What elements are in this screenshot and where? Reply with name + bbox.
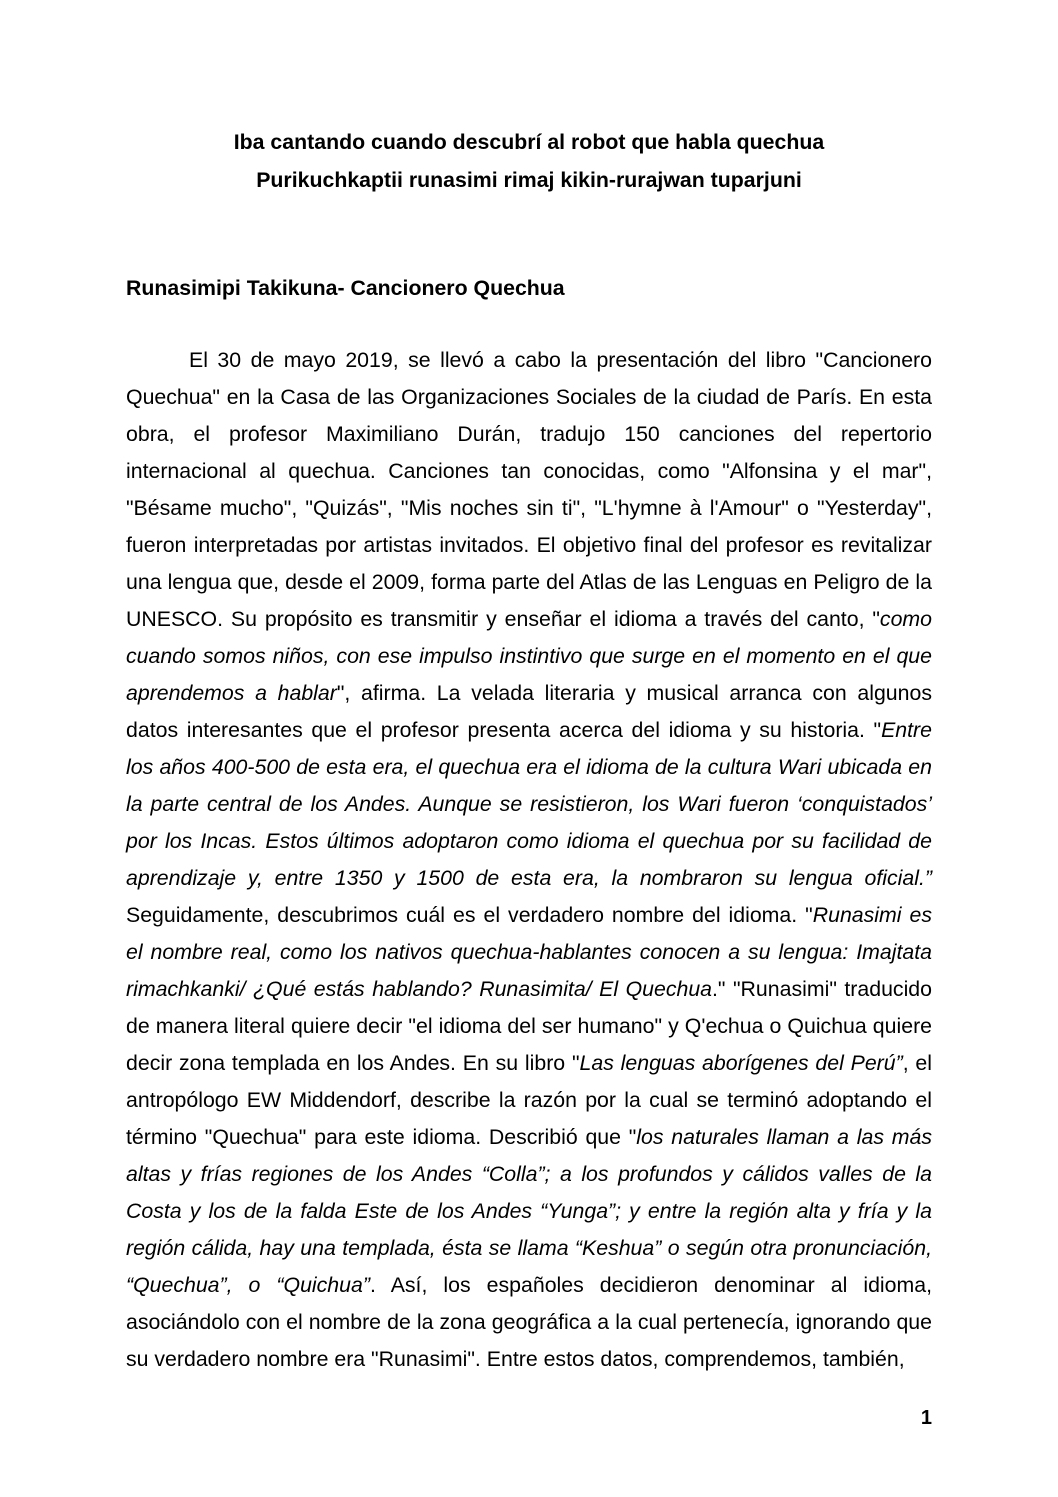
text-run-italic: los naturales llaman a las más altas y frías regiones de los Andes “Colla”; a los profundos y cálidos valles de la Costa y los de la falda Este de los Andes “Yunga”; y entre la región alta y fría y la región cálida, hay una templada, ésta se llama “Keshua” o según otra pronunciación, “Quechua”, o “Quichua”: [126, 1125, 932, 1297]
text-run: , el antropólogo EW Middendorf, describe la razón por la cual se terminó adoptando el término "Quechua" para este idioma. Describió que ": [126, 1051, 933, 1149]
text-run-italic: Entre los años 400-500 de esta era, el quechua era el idioma de la cultura Wari ubicada en la parte central de los Andes. Aunque se resistieron, los Wari fueron ‘conquistados’ por los Incas. Estos últimos adoptaron como idioma el quechua por su facilidad de aprendizaje y, entre 1350 y 1500 de esta era, la nombraron su lengua oficial.”: [126, 718, 932, 890]
document-title-line-1: Iba cantando cuando descubrí al robot que habla quechua: [233, 130, 825, 154]
text-run: . Así, los españoles decidieron denominar al idioma, asociándolo con el nombre de la zona geográfica a la cual pertenecía, ignorando que su verdadero nombre era "Runasimi". Entre estos datos, comprendemos, también,: [126, 1273, 932, 1371]
text-run-italic: como cuando somos niños, con ese impulso instintivo que surge en el momento en el que aprendemos a hablar: [126, 607, 932, 705]
text-run: Seguidamente, descubrimos cuál es el verdadero nombre del idioma. ": [126, 903, 813, 927]
page-number: 1: [920, 1407, 932, 1429]
text-run: ", afirma. La velada literaria y musical arranca con algunos datos interesantes que el profesor presenta acerca del idioma y su historia. ": [126, 681, 932, 742]
text-run: ." "Runasimi" traducido de manera literal quiere decir "el idioma del ser humano" y Q'echua o Quichua quiere decir zona templada en los Andes. En su libro ": [126, 977, 932, 1075]
text-run-italic: Las lenguas aborígenes del Perú”: [579, 1051, 903, 1075]
document-title-line-2: Purikuchkaptii runasimi rimaj kikin-rurajwan tuparjuni: [256, 168, 802, 192]
section-heading: Runasimipi Takikuna- Cancionero Quechua: [126, 276, 565, 300]
document-title-block: [126, 123, 932, 199]
text-run-italic: Runasimi es el nombre real, como los nativos quechua-hablantes conocen a su lengua: Imajtata rimachkanki/ ¿Qué estás hablando? Runasimita/ El Quechua: [126, 903, 932, 1001]
text-run: El 30 de mayo 2019, se llevó a cabo la presentación del libro "Cancionero Quechua" en la Casa de las Organizaciones Sociales de la ciudad de París. En esta obra, el profesor Maximiliano Durán, tradujo 150 canciones del repertorio internacional al quechua. Canciones tan conocidas, como "Alfonsina y el mar", "Bésame mucho", "Quizás", "Mis noches sin ti", "L'hymne à l'Amour" o "Yesterday", fueron interpretadas por artistas invitados. El objetivo final del profesor es revitalizar una lengua que, desde el 2009, forma parte del Atlas de las Lenguas en Peligro de la UNESCO. Su propósito es transmitir y enseñar el idioma a través del canto, ": [126, 348, 932, 631]
article-paragraph: [126, 342, 932, 1378]
